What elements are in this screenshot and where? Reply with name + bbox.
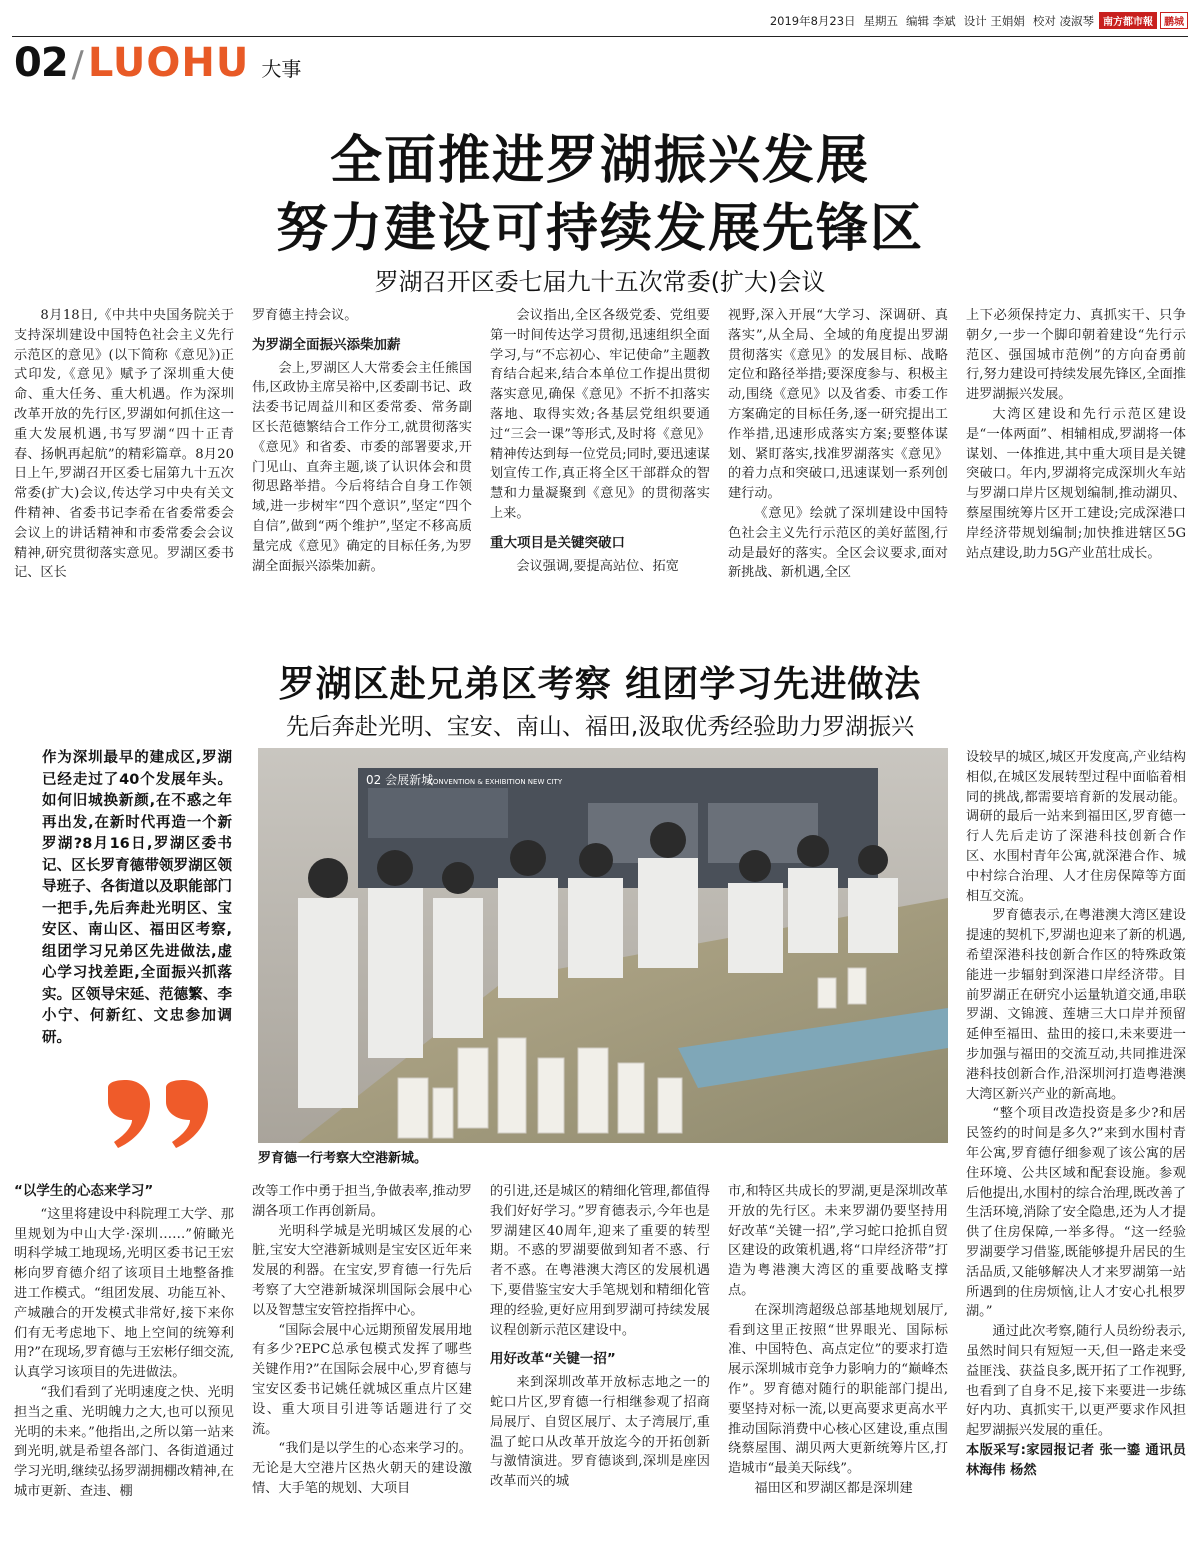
section-slash: / <box>71 44 84 85</box>
subheading: 用好改革“关键一招” <box>490 1351 616 1368</box>
section-name: LUOHU <box>87 40 250 86</box>
article1-column-5 <box>966 306 1186 606</box>
paragraph: 改等工作中勇于担当,争做表率,推动罗湖各项工作再创新局。 <box>252 1184 472 1219</box>
article2-headline: 罗湖区赴兄弟区考察 组团学习先进做法 <box>278 664 922 705</box>
article2-lead: 作为深圳最早的建成区,罗湖已经走过了40个发展年头。如何旧城换新颜,在不惑之年再出发,在新时代再造一个新罗湖?8月16日,罗湖区委书记、区长罗育德带领罗湖区领导班子、各街道以及职能部门一把手,先后奔赴光明区、宝安区、南山区、福田区考察,组团学习兄弟区先进做法,虚心学习找差距,全面振兴抓落实。区领导宋延、范德繁、李小宁、何新红、文忠参加调研。 <box>42 750 232 1046</box>
paragraph: “国际会展中心远期预留发展用地有多少?EPC总承包模式发挥了哪些关键作用?”在国际会展中心,罗育德与宝安区委书记姚任就城区重点片区建设、重大项目引进等话题进行了交流。 <box>252 1322 472 1437</box>
editor-credit: 编辑 李斌 <box>906 13 956 28</box>
article1-column-2 <box>252 306 472 606</box>
article1-column-1 <box>14 306 234 606</box>
paragraph: 来到深圳改革开放标志地之一的蛇口片区,罗育德一行相继参观了招商局展厅、自贸区展厅、太子湾展厅,重温了蛇口从改革开放迄今的开拓创新与激情演进。罗育德谈到,深圳是座因改革而兴的城 <box>490 1375 710 1490</box>
article2-column-2 <box>252 1182 472 1527</box>
newspaper-logo: 南方都市報 <box>1099 12 1157 29</box>
article1-column-4 <box>728 306 948 606</box>
paragraph: “我们看到了光明速度之快、光明担当之重、光明魄力之大,也可以预见光明的未来。”他指出,之所以第一站来到光明,就是希望各部门、各街道通过学习光明,继续弘扬罗湖拥棚改精神,在城市更新、查违、棚 <box>14 1384 234 1499</box>
article2-column-right <box>966 748 1186 1488</box>
paragraph: 大湾区建设和先行示范区建设是“一体两面”、相辅相成,罗湖将一体谋划、一体推进,其中重大项目是关键突破口。年内,罗湖将完成深圳火车站与罗湖口岸片区规划编制,推动湖贝、蔡屋围统筹片区开工建设;完成深港口岸经济带规划编制;加快推进辖区5G站点建设,助力5G产业茁壮成长。 <box>966 406 1186 561</box>
photo-panel-title: 02 会展新城 <box>366 773 434 787</box>
photo-panel-en: CONVENTION & EXHIBITION NEW CITY <box>428 778 563 786</box>
article2-subheadline: 先后奔赴光明、宝安、南山、福田,汲取优秀经验助力罗湖振兴 <box>285 714 915 740</box>
paragraph: “整个项目改造投资是多少?和居民签约的时间是多久?”来到水围村青年公寓,罗育德仔细参观了该公寓的居住环境、公共区域和配套设施。参观后他提出,水围村的综合治理,既改善了生活环境,消除了安全隐患,还为人才提供了住房保障,一举多得。“这一经验罗湖要学习借鉴,既能够提升居民的生活品质,又能够解决人才来罗湖第一站所遇到的住房烦恼,让人才安心扎根罗湖。” <box>966 1106 1186 1320</box>
paragraph: 上下必须保持定力、真抓实干、只争朝夕,一步一个脚印朝着建设“先行示范区、强国城市范例”的方向奋勇前行,努力建设可持续发展先锋区,全面推进罗湖振兴发展。 <box>966 308 1186 403</box>
paragraph: 《意见》绘就了深圳建设中国特色社会主义先行示范区的美好蓝图,行动是最好的落实。全区会议要求,面对新挑战、新机遇,全区 <box>728 505 948 581</box>
photo-exhibition-visit <box>258 748 948 1143</box>
paragraph: 视野,深入开展“大学习、深调研、真落实”,从全局、全域的角度提出罗湖贯彻落实《意见》的发展目标、战略定位和路径举措;要深度参与、积极主动,围绕《意见》以及省委、市委工作方案确定的目标任务,逐一研究提出工作举措,迅速形成落实方案;要整体谋划、紧盯落实,找准罗湖落实《意见》的着力点和突破口,迅速谋划一系列创建行动。 <box>728 308 948 502</box>
subheading: “以学生的心态来学习” <box>14 1183 154 1199</box>
paragraph: 在深圳湾超级总部基地规划展厅,看到这里正按照“世界眼光、国际标准、中国特色、高点定位”的要求打造展示深圳城市竞争力影响力的“巅峰杰作”。罗育德对随行的职能部门提出,要坚持对标一流,以更高要求更高水平推动国际消费中心核心区建设,重点围绕蔡屋围、湖贝两大更新统筹片区,打造城市“最美天际线”。 <box>728 1302 948 1477</box>
paragraph: 福田区和罗湖区都是深圳建 <box>754 1480 913 1496</box>
paragraph: 会议强调,要提高站位、拓宽 <box>516 558 679 574</box>
article1-subheadline: 罗湖召开区委七届九十五次常委(扩大)会议 <box>374 268 826 296</box>
paragraph: “我们是以学生的心态来学习的。无论是大空港片区热火朝天的建设激情、大手笔的规划、大项目 <box>252 1441 472 1496</box>
article2-column-3 <box>490 1182 710 1527</box>
paragraph: 光明科学城是光明城区发展的心脏,宝安大空港新城则是宝安区近年来发展的利器。在宝安,罗育德一行先后考察了大空港新城深圳国际会展中心以及智慧宝安管控指挥中心。 <box>252 1223 472 1318</box>
article2-column-4 <box>728 1182 948 1527</box>
paragraph: “这里将建设中科院理工大学、那里规划为中山大学·深圳……”俯瞰光明科学城工地现场,光明区委书记王宏彬向罗育德介绍了该项目土地整备推进工作模式。“组团发展、功能互补、产城融合的开发模式非常好,接下来你们有无考虑地下、地上空间的统筹利用?”在现场,罗育德与王宏彬仔细交流,认真学习该项目的先进做法。 <box>14 1206 234 1381</box>
paragraph: 的引进,还是城区的精细化管理,都值得我们好好学习。”罗育德表示,今年也是罗湖建区40周年,迎来了重要的转型期。不惑的罗湖要做到知者不惑、行者不惑。在粤港澳大湾区的发展机遇下,要借鉴宝安大手笔规划和精细化管理的经验,更好应用到罗湖可持续发展议程创新示范区建设中。 <box>490 1184 710 1338</box>
paragraph: 市,和特区共成长的罗湖,更是深圳改革开放的先行区。未来罗湖仍要坚持用好改革“关键一招”,学习蛇口抢抓自贸区建设的政策机遇,将“口岸经济带”打造为粤港澳大湾区的重要战略支撑点。 <box>728 1184 948 1298</box>
section-header <box>14 40 301 86</box>
paragraph: 会议指出,全区各级党委、党组要第一时间传达学习贯彻,迅速组织全面学习,与“不忘初心、牢记使命”主题教育结合起来,结合本单位工作提出贯彻落实意见,确保《意见》不折不扣落实落地、取得实效;各基层党组织要通过“三会一课”等形式,及时将《意见》精神传达到每一位党员;同时,要迅速谋划宣传工作,真正将全区干部群众的智慧和力量凝聚到《意见》的贯彻落实上来。 <box>490 308 710 521</box>
issue-weekday: 星期五 <box>863 13 899 28</box>
paragraph: 会上,罗湖区人大常委会主任熊国伟,区政协主席吴裕中,区委副书记、政法委书记周益川和区委常委、常务副区长范德繁结合工作分工,就贯彻落实《意见》和省委、市委的部署要求,开门见山、直奔主题,谈了认识体会和贯彻思路举措。今后将结合自身工作领域,进一步树牢“四个意识”,坚定“四个自信”,做到“两个维护”,坚定不移高质量完成《意见》确定的目标任务,为罗湖全面振兴添柴加薪。 <box>252 360 472 574</box>
article2-column-1 <box>14 1182 234 1527</box>
designer-credit: 设计 王娟娟 <box>963 13 1025 28</box>
paragraph: 罗育德主持会议。 <box>252 308 358 323</box>
paragraph: 罗育德表示,在粤港澳大湾区建设提速的契机下,罗湖也迎来了新的机遇,希望深港科技创新合作区的特殊政策能进一步辐射到深港口岸经济带。目前罗湖正在研究小运量轨道交通,串联罗湖、文锦渡、莲塘三大口岸并预留延伸至福田、盐田的接口,未来要进一步加强与福田的交流互动,共同推进深港科技创新合作,沿深圳河打造粤港澳大湾区新兴产业的新高地。 <box>966 908 1186 1102</box>
subheading: 重大项目是关键突破口 <box>490 534 625 551</box>
subheading: 为罗湖全面振兴添柴加薪 <box>252 336 401 353</box>
paragraph: 通过此次考察,随行人员纷纷表示,虽然时间只有短短一天,但一路走来受益匪浅、获益良多,既开拓了工作视野,也看到了自身不足,接下来要进一步练好内功、真抓实干,以更严要求作风担起罗湖振兴发展的重任。 <box>966 1324 1186 1439</box>
paragraph: 设较早的城区,城区开发度高,产业结构相似,在城区发展转型过程中面临着相同的挑战,都需要培育新的发展动能。调研的最后一站来到福田区,罗育德一行人先后走访了深港科技创新合作区、水围村青年公寓,就深港合作、城中村综合治理、人才住房保障等方面相互交流。 <box>966 750 1186 904</box>
top-rule <box>12 36 1188 37</box>
photo-illustration <box>258 748 948 1143</box>
quote-icon <box>100 1080 220 1150</box>
issue-date: 2019年8月23日 <box>769 13 856 28</box>
article1-headline-line1: 全面推进罗湖振兴发展 <box>329 131 870 191</box>
section-type: 大事 <box>261 57 302 81</box>
byline: 本版采写:家园报记者 张一鎏 通讯员 林海伟 杨然 <box>966 1442 1186 1478</box>
proofreader-credit: 校对 凌淑琴 <box>1032 13 1094 28</box>
photo-caption: 罗育德一行考察大空港新城。 <box>258 1151 428 1166</box>
article1-column-3 <box>490 306 710 606</box>
article1-headline-line2: 努力建设可持续发展先锋区 <box>275 199 924 259</box>
page-number: 02 <box>14 40 68 86</box>
paragraph: 8月18日,《中共中央国务院关于支持深圳建设中国特色社会主义先行示范区的意见》(以下简称《意见》)正式印发,《意见》赋予了深圳重大使命、重大任务、重大机遇。作为深圳改革开放的先行区,罗湖如何抓住这一重大发展机遇,书写罗湖“四十正青春、扬帆再起航”的精彩篇章。8月20日上午,罗湖召开区委七届第九十五次常委(扩大)会议,传达学习中央有关文件精神、省委书记李希在省委常委会会议上的讲话精神和市委常委会会议精神,研究贯彻落实意见。罗湖区委书记、区长 <box>14 308 234 581</box>
masthead-bar <box>770 12 1188 29</box>
edition-logo: 鹏城 <box>1160 12 1188 29</box>
